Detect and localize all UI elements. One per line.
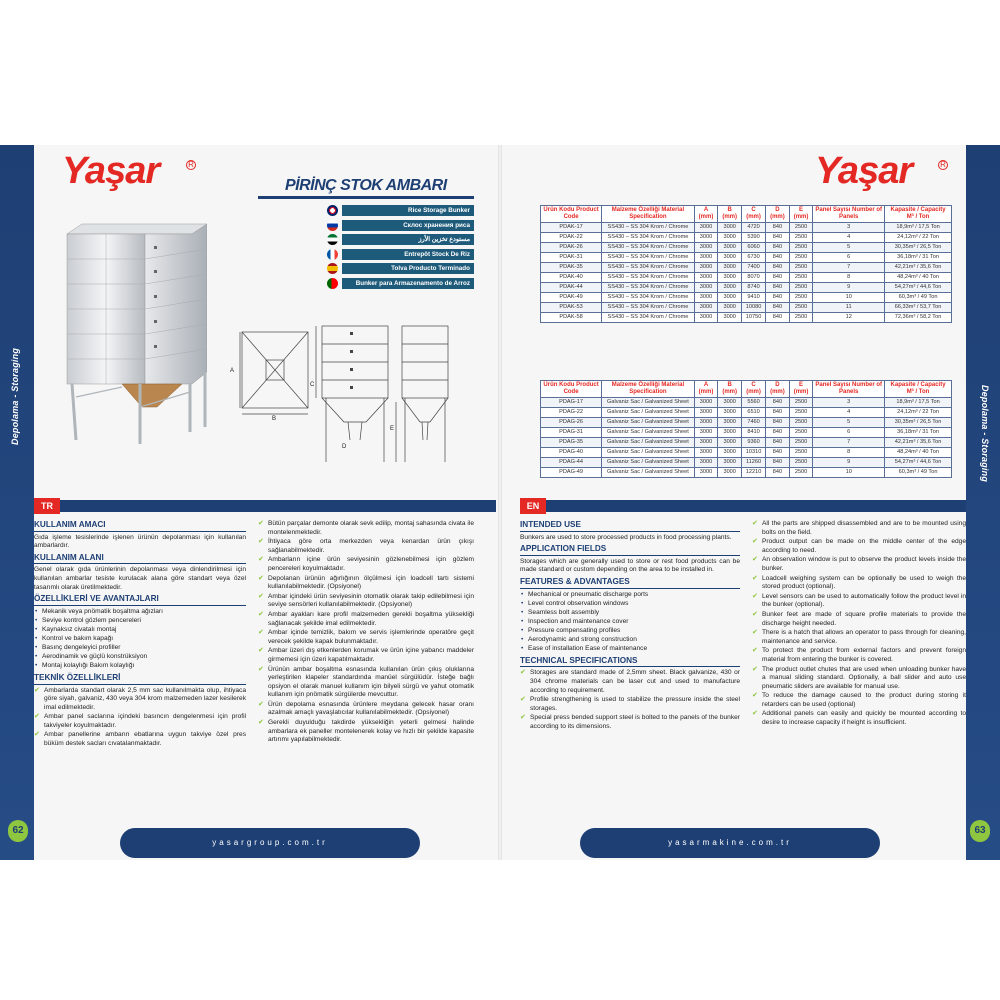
tr-header-bar (34, 500, 496, 512)
table-cell: Galvaniz Sac / Galvanized Sheet (602, 458, 695, 468)
table-cell: 840 (766, 243, 790, 253)
table-cell: Galvaniz Sac / Galvanized Sheet (602, 438, 695, 448)
table-cell: 840 (766, 448, 790, 458)
table-cell: 36,18m³ / 31 Ton (885, 253, 952, 263)
col-a: A (mm) (694, 206, 718, 223)
spec-item: ✔ Loadcell weighing system can be optionally be used to weigh the stored product (optional). (752, 575, 966, 592)
table-cell: 30,35m³ / 26,5 Ton (885, 418, 952, 428)
col-c: C (mm) (742, 206, 766, 223)
spec-item: ✔ Ambarların içine ürün seviyesinin gözlenebilmesi için gözlem pencereleri koyulmaktadır. (258, 556, 474, 573)
spec-item: ✔ Ürünün ambar boşaltma esnasında kullanılan ürün çıkış oluklarına yerleştirilen klapeler standardında manüel sürgülüdür. İsteğe bağlı opsiyon el olarak manuel kullanım için bilyeli sürgü ve yahut otomatik kullanım için pnömatik sürgülerde mevcuttur. (258, 666, 474, 700)
language-label: Bunker para Armazenamento de Arroz (342, 278, 474, 289)
col-panels: Panel Sayısı Number of Panels (813, 206, 885, 223)
table-cell: 8 (813, 273, 885, 283)
table-cell: 30,35m³ / 26,5 Ton (885, 243, 952, 253)
table-cell: PDAK-58 (541, 313, 602, 323)
table-cell: 60,3m³ / 49 Ton (885, 293, 952, 303)
table-row (541, 438, 952, 448)
table-cell: 3000 (718, 428, 742, 438)
col-capacity: Kapasite / Capacity M³ / Ton (885, 381, 952, 398)
table-cell: 2500 (789, 398, 813, 408)
feature-item: • Inspection and maintenance cover (520, 618, 740, 627)
en-header-bar (520, 500, 966, 512)
col-c: C (mm) (742, 381, 766, 398)
table-cell: 42,21m³ / 35,6 Ton (885, 263, 952, 273)
spec-item: ✔ There is a hatch that allows an operator to pass through for cleaning, maintenance and service. (752, 629, 966, 646)
table-cell: SS430 – SS 304 Krom / Chrome (602, 303, 695, 313)
table-cell: 3000 (718, 303, 742, 313)
col-code: Ürün Kodu Product Code (541, 206, 602, 223)
spec-table-galvanized (540, 380, 952, 478)
table-cell: 7400 (742, 263, 766, 273)
spec-item: ✔ Bunker feet are made of square profile materials to provide the discharge height needed. (752, 611, 966, 628)
spec-item: ✔ Special press bended support steel is bolted to the panels of the bunker according to its dimensions. (520, 714, 740, 731)
spec-item: ✔ Ambarlarda standart olarak 2,5 mm sac kullanılmakta olup, ihtiyaca göre siyah, galvaniz, 430 veya 304 krom malzemeden lazer kesilerek imal edilmektedir. (34, 687, 246, 713)
table-cell: 42,21m³ / 35,6 Ton (885, 438, 952, 448)
yasar-logo: Yaşar (815, 150, 913, 192)
section-title: APPLICATION FIELDS (520, 545, 740, 556)
table-cell: 840 (766, 273, 790, 283)
table-cell: PDAK-44 (541, 283, 602, 293)
feature-item: • Ease of installation Ease of maintenance (520, 645, 740, 654)
table-cell: 3000 (718, 223, 742, 233)
table-cell: PDAK-53 (541, 303, 602, 313)
col-e: E (mm) (789, 206, 813, 223)
table-cell: PDAK-26 (541, 243, 602, 253)
page-title: PİRİNÇ STOK AMBARI (285, 177, 447, 194)
table-cell: 840 (766, 303, 790, 313)
table-cell: 8410 (742, 428, 766, 438)
table-cell: 840 (766, 293, 790, 303)
table-cell: PDAK-40 (541, 273, 602, 283)
page-number: 62 (8, 820, 28, 842)
table-cell: 4 (813, 408, 885, 418)
spec-item: ✔ Profile strengthening is used to stabilize the pressure inside the steel storages. (520, 696, 740, 713)
yasar-logo: Yaşar (62, 150, 160, 192)
table-cell: 5 (813, 243, 885, 253)
en-column-1 (520, 518, 740, 732)
table-cell: 3000 (718, 263, 742, 273)
table-cell: 12 (813, 313, 885, 323)
table-cell: 60,3m³ / 49 Ton (885, 468, 952, 478)
table-cell: 2500 (789, 303, 813, 313)
spec-table-chrome (540, 205, 952, 323)
side-tab-label: Depolama - Storaging (10, 347, 20, 445)
table-cell: 2500 (789, 283, 813, 293)
table-cell: 840 (766, 223, 790, 233)
rice-bunker-illustration (62, 222, 207, 447)
table-cell: 840 (766, 438, 790, 448)
table-row (541, 468, 952, 478)
paragraph: Storages which are generally used to store or rest food products can be made standard or custom depending on the area to be installed in. (520, 557, 740, 574)
table-cell: Galvaniz Sac / Galvanized Sheet (602, 468, 695, 478)
table-cell: 3000 (694, 243, 718, 253)
table-cell: 11 (813, 303, 885, 313)
en-column-2 (752, 520, 966, 729)
feature-item: • Seamless bolt assembly (520, 609, 740, 618)
table-cell: PDAG-40 (541, 448, 602, 458)
col-material: Malzeme Özelliği Material Specification (602, 381, 695, 398)
spec-item: ✔ Storages are standard made of 2,5mm sheet. Black galvanize, 430 or 304 chrome materials can be laser cut and used to manufacture according to requirement. (520, 669, 740, 695)
table-cell: 3000 (694, 428, 718, 438)
table-cell: PDAG-35 (541, 438, 602, 448)
table-cell: 2500 (789, 438, 813, 448)
registered-mark: R (186, 160, 196, 170)
table-cell: PDAG-49 (541, 468, 602, 478)
table-cell: 9 (813, 458, 885, 468)
table-cell: 10750 (742, 313, 766, 323)
spec-item: ✔ An observation window is put to observe the product levels inside the bunker. (752, 556, 966, 573)
table-cell: 6730 (742, 253, 766, 263)
spec-item: ✔ Ambar ayakları kare profil malzemeden gerekli boşaltma yüksekliği sağlanacak şekilde imal edilmektedir. (258, 611, 474, 628)
table-cell: SS430 – SS 304 Krom / Chrome (602, 243, 695, 253)
dim-label-e: E (390, 426, 395, 432)
table-cell: 2500 (789, 418, 813, 428)
table-cell: 48,24m³ / 40 Ton (885, 448, 952, 458)
table-cell: 840 (766, 263, 790, 273)
col-a: A (mm) (694, 381, 718, 398)
table-cell: 3000 (718, 253, 742, 263)
table-cell: 3000 (718, 398, 742, 408)
section-title: ÖZELLİKLERİ VE AVANTAJLARI (34, 595, 246, 606)
table-cell: SS430 – SS 304 Krom / Chrome (602, 263, 695, 273)
table-cell: 3000 (694, 438, 718, 448)
col-d: D (mm) (766, 381, 790, 398)
flag-ru-icon (327, 220, 338, 231)
table-cell: 3000 (718, 273, 742, 283)
registered-mark: R (938, 160, 948, 170)
table-cell: 6 (813, 253, 885, 263)
table-cell: 840 (766, 313, 790, 323)
right-side-tab (966, 145, 1000, 860)
table-row (541, 233, 952, 243)
table-cell: Galvaniz Sac / Galvanized Sheet (602, 408, 695, 418)
table-cell: 3000 (718, 293, 742, 303)
language-label: Entrepôt Stock De Riz (342, 249, 474, 260)
col-material: Malzeme Özelliği Material Specification (602, 206, 695, 223)
table-cell: 6510 (742, 408, 766, 418)
table-row (541, 273, 952, 283)
table-cell: 2500 (789, 253, 813, 263)
table-cell: 3000 (694, 263, 718, 273)
spec-item: ✔ Ambar içinde temizlik, bakım ve servis işlemlerinde operatöre geçit verecek şekilde kapak bulunmaktadır. (258, 629, 474, 646)
table-cell: 840 (766, 468, 790, 478)
table-cell: PDAK-49 (541, 293, 602, 303)
side-tab-label: Depolama - Storaging (980, 385, 990, 483)
table-cell: SS430 – SS 304 Krom / Chrome (602, 253, 695, 263)
col-code: Ürün Kodu Product Code (541, 381, 602, 398)
spec-item: ✔ Product output can be made on the middle center of the edge according to need. (752, 538, 966, 555)
flag-ar-icon (327, 234, 338, 245)
feature-item: • Aerodinamik ve güçlü konstrüksiyon (34, 653, 246, 662)
spec-item: ✔ Additional panels can easily and quickly be mounted according to desire to increase capacity if height is insufficient. (752, 710, 966, 727)
table-cell: 3000 (694, 408, 718, 418)
table-cell: 840 (766, 283, 790, 293)
table-cell: 3 (813, 223, 885, 233)
col-capacity: Kapasite / Capacity M³ / Ton (885, 206, 952, 223)
en-badge: EN (520, 498, 546, 514)
table-cell: 2500 (789, 263, 813, 273)
table-cell: 9360 (742, 438, 766, 448)
table-row (541, 458, 952, 468)
spine (498, 145, 502, 860)
table-cell: 10 (813, 293, 885, 303)
table-row (541, 313, 952, 323)
table-cell: 3000 (694, 233, 718, 243)
table-cell: 3000 (694, 418, 718, 428)
table-cell: 48,24m³ / 40 Ton (885, 273, 952, 283)
tr-column-2 (258, 520, 474, 746)
table-cell: 3000 (718, 283, 742, 293)
table-cell: 2500 (789, 408, 813, 418)
table-cell: Galvaniz Sac / Galvanized Sheet (602, 398, 695, 408)
table-header-row (541, 206, 952, 223)
dim-label-d: D (342, 444, 347, 450)
table-cell: 7 (813, 263, 885, 273)
footer-website[interactable]: yasargroup.com.tr (120, 828, 420, 858)
table-cell: 6 (813, 428, 885, 438)
tr-badge: TR (34, 498, 60, 514)
spec-item: ✔ Ambar içindeki ürün seviyesinin otomatik olarak takip edilebilmesi için seviye sensörleri kullanılabilmektedir. (Opsiyonel) (258, 593, 474, 610)
table-cell: 2500 (789, 293, 813, 303)
dim-label-a: A (230, 368, 235, 374)
table-cell: 18,9m³ / 17,5 Ton (885, 398, 952, 408)
table-cell: PDAG-22 (541, 408, 602, 418)
table-cell: 36,18m³ / 31 Ton (885, 428, 952, 438)
table-cell: 7 (813, 438, 885, 448)
table-cell: SS430 – SS 304 Krom / Chrome (602, 283, 695, 293)
table-cell: SS430 – SS 304 Krom / Chrome (602, 273, 695, 283)
paragraph: Bunkers are used to store processed products in food processing plants. (520, 533, 732, 541)
table-cell: 2500 (789, 233, 813, 243)
dim-label-b: B (272, 416, 277, 422)
table-cell: PDAG-26 (541, 418, 602, 428)
table-cell: PDAG-31 (541, 428, 602, 438)
table-cell: 6060 (742, 243, 766, 253)
table-cell: 10310 (742, 448, 766, 458)
language-label: مستودع تخزين الأرز (342, 234, 474, 245)
table-row (541, 243, 952, 253)
col-b: B (mm) (718, 206, 742, 223)
table-cell: SS430 – SS 304 Krom / Chrome (602, 293, 695, 303)
feature-item: • Level control observation windows (520, 600, 740, 609)
table-cell: 840 (766, 233, 790, 243)
table-cell: 3000 (718, 233, 742, 243)
table-cell: 3000 (718, 448, 742, 458)
spec-item: ✔ Depolanan ürünün ağırlığının ölçülmesi için loadcell tartı sistemi kullanılabilmektedir. (Opsiyonel) (258, 575, 474, 592)
spec-item: ✔ Ambar panel saclarına içindeki basıncın dengelenmesi için profil takviyeler koyulmaktadır. (34, 713, 246, 730)
table-cell: 3000 (694, 398, 718, 408)
table-row (541, 398, 952, 408)
table-cell: 840 (766, 253, 790, 263)
table-cell: 3000 (694, 293, 718, 303)
section-title: INTENDED USE (520, 521, 740, 532)
footer-website[interactable]: yasarmakine.com.tr (580, 828, 880, 858)
table-cell: 840 (766, 408, 790, 418)
table-cell: 2500 (789, 223, 813, 233)
section-title: KULLANIM AMACI (34, 521, 246, 532)
table-row (541, 253, 952, 263)
table-cell: 3000 (694, 448, 718, 458)
page-number: 63 (970, 820, 990, 842)
table-cell: 3000 (694, 223, 718, 233)
table-cell: 7460 (742, 418, 766, 428)
table-cell: 5 (813, 418, 885, 428)
feature-item: • Mekanik veya pnömatik boşaltma ağızları (34, 608, 246, 617)
table-cell: 3000 (718, 243, 742, 253)
spec-item: ✔ İhtiyaca göre orta merkezden veya kenardan ürün çıkışı sağlanabilmektedir. (258, 538, 474, 555)
table-cell: 2500 (789, 273, 813, 283)
table-cell: 66,33m³ / 53,7 Ton (885, 303, 952, 313)
table-cell: 2500 (789, 313, 813, 323)
table-cell: 2500 (789, 243, 813, 253)
table-cell: 9410 (742, 293, 766, 303)
table-cell: 3000 (694, 458, 718, 468)
section-title: TECHNICAL SPECIFICATIONS (520, 657, 740, 668)
table-cell: PDAG-44 (541, 458, 602, 468)
table-cell: Galvaniz Sac / Galvanized Sheet (602, 428, 695, 438)
table-cell: 54,27m³ / 44,6 Ton (885, 458, 952, 468)
feature-item: • Mechanical or pneumatic discharge ports (520, 591, 740, 600)
spec-item: ✔ Ambar panellerine ambarın ebatlarına uygun takviye özel pres büküm destek sacları cıvatalanmaktadır. (34, 731, 246, 748)
section-title: FEATURES & ADVANTAGES (520, 578, 740, 589)
feature-item: • Pressure compensating profiles (520, 627, 740, 636)
col-e: E (mm) (789, 381, 813, 398)
table-cell: 2500 (789, 448, 813, 458)
table-cell: 5390 (742, 233, 766, 243)
table-cell: 2500 (789, 458, 813, 468)
table-cell: 3000 (694, 468, 718, 478)
left-side-tab (0, 145, 34, 860)
spec-item: ✔ Bütün parçalar demonte olarak sevk edilip, montaj sahasında civata ile montelenmektedir. (258, 520, 474, 537)
dim-label-c: C (310, 382, 315, 388)
language-label: Rice Storage Bunker (342, 205, 474, 216)
section-title: KULLANIM ALANI (34, 554, 246, 565)
flag-pt-icon (327, 278, 338, 289)
spec-item: ✔ Level sensors can be used to automatically follow the product level in the bunker (optional). (752, 593, 966, 610)
table-cell: 3000 (718, 468, 742, 478)
feature-item: • Kaynaksız civatalı montaj (34, 626, 246, 635)
technical-drawings (226, 322, 470, 470)
col-panels: Panel Sayısı Number of Panels (813, 381, 885, 398)
table-cell: 4 (813, 233, 885, 243)
table-cell: 72,36m³ / 58,2 Ton (885, 313, 952, 323)
table-row (541, 418, 952, 428)
section-title: TEKNİK ÖZELLİKLERİ (34, 674, 246, 685)
table-cell: PDAK-22 (541, 233, 602, 243)
table-cell: Galvaniz Sac / Galvanized Sheet (602, 448, 695, 458)
table-cell: 3000 (694, 303, 718, 313)
table-cell: 9 (813, 283, 885, 293)
table-cell: 11260 (742, 458, 766, 468)
table-cell: 10080 (742, 303, 766, 313)
table-row (541, 428, 952, 438)
table-cell: 8 (813, 448, 885, 458)
table-cell: 5560 (742, 398, 766, 408)
table-cell: PDAG-17 (541, 398, 602, 408)
col-b: B (mm) (718, 381, 742, 398)
table-cell: 8740 (742, 283, 766, 293)
flag-en-icon (327, 205, 338, 216)
table-cell: 3 (813, 398, 885, 408)
feature-item: • Montaj kolaylığı Bakım kolaylığı (34, 662, 246, 671)
table-cell: 840 (766, 398, 790, 408)
table-cell: 12210 (742, 468, 766, 478)
table-row (541, 223, 952, 233)
table-cell: 8070 (742, 273, 766, 283)
feature-item: • Seviye kontrol gözlem pencereleri (34, 617, 246, 626)
table-row (541, 408, 952, 418)
col-d: D (mm) (766, 206, 790, 223)
table-cell: 2500 (789, 468, 813, 478)
tr-column-1 (34, 518, 246, 750)
table-cell: 3000 (718, 408, 742, 418)
table-cell: SS430 – SS 304 Krom / Chrome (602, 223, 695, 233)
table-cell: 4720 (742, 223, 766, 233)
table-cell: 3000 (718, 313, 742, 323)
table-row (541, 293, 952, 303)
table-cell: 3000 (718, 418, 742, 428)
flag-es-icon (327, 263, 338, 274)
table-row (541, 448, 952, 458)
spec-item: ✔ All the parts are shipped disassembled and are to be mounted using bolts on the field. (752, 520, 966, 537)
table-cell: 3000 (694, 313, 718, 323)
table-cell: 840 (766, 418, 790, 428)
spec-item: ✔ Ürün depolama esnasında ürünlere meydana gelecek hasar oranı azalmak amaçlı yavaşlatıcılar kullanılabilmektedir. (Opsiyonel) (258, 701, 474, 718)
table-header-row (541, 381, 952, 398)
table-cell: 3000 (718, 438, 742, 448)
table-row (541, 263, 952, 273)
feature-item: • Aerodynamic and strong construction (520, 636, 740, 645)
paragraph: Gıda işleme tesislerinde işlenen ürünün depolanması için kullanılan ambarlardır. (34, 533, 246, 550)
table-cell: PDAK-35 (541, 263, 602, 273)
table-cell: 54,27m³ / 44,6 Ton (885, 283, 952, 293)
table-cell: 3000 (694, 283, 718, 293)
spec-item: ✔ To reduce the damage caused to the product during storing it retarders can be used (optional) (752, 692, 966, 709)
spec-item: ✔ To protect the product from external factors and prevent foreign material from entering the bunker is covered. (752, 647, 966, 664)
spec-item: ✔ The product outlet chutes that are used when unloading bunker have a manual sliding standard. Optionally, a ball slider and auto use pneumatic sliders are available for manual use. (752, 666, 966, 692)
table-cell: 3000 (694, 253, 718, 263)
table-row (541, 303, 952, 313)
table-cell: Galvaniz Sac / Galvanized Sheet (602, 418, 695, 428)
language-label: Склос хранения риса (342, 220, 474, 231)
table-cell: 24,12m³ / 22 Ton (885, 233, 952, 243)
table-cell: PDAK-31 (541, 253, 602, 263)
spec-item: ✔ Ambar üzeri dış etkenlerden korumak ve ürün içine yabancı maddeler girmemesi için üzeri kapatılmaktadır. (258, 647, 474, 664)
feature-item: • Basınç dengeleyici profiller (34, 644, 246, 653)
table-cell: 18,9m³ / 17,5 Ton (885, 223, 952, 233)
feature-item: • Kontrol ve bakım kapağı (34, 635, 246, 644)
title-underline (258, 196, 474, 199)
table-cell: 24,12m³ / 22 Ton (885, 408, 952, 418)
table-cell: 10 (813, 468, 885, 478)
table-row (541, 283, 952, 293)
table-cell: 3000 (694, 273, 718, 283)
spec-item: ✔ Gerekli duyulduğu takdirde yüksekliğin yeterli gelmesi halinde ambarlara ek paneller montelenerek kolay ve hızlı bir şekilde kapasite artırımı yapılabilmektedir. (258, 719, 474, 745)
flag-fr-icon (327, 249, 338, 260)
language-label: Tolva Producto Terminado (342, 263, 474, 274)
table-cell: 840 (766, 458, 790, 468)
table-cell: SS430 – SS 304 Krom / Chrome (602, 233, 695, 243)
table-cell: PDAK-17 (541, 223, 602, 233)
table-cell: SS430 – SS 304 Krom / Chrome (602, 313, 695, 323)
table-cell: 3000 (718, 458, 742, 468)
table-cell: 840 (766, 428, 790, 438)
table-cell: 2500 (789, 428, 813, 438)
paragraph: Genel olarak gıda ürünlerinin depolanması veya dinlendirilmesi için kullanılan ambarlar tesiste kurulacak alana göre standart veya özel tasarımlı olarak üretilmektedir. (34, 566, 246, 591)
